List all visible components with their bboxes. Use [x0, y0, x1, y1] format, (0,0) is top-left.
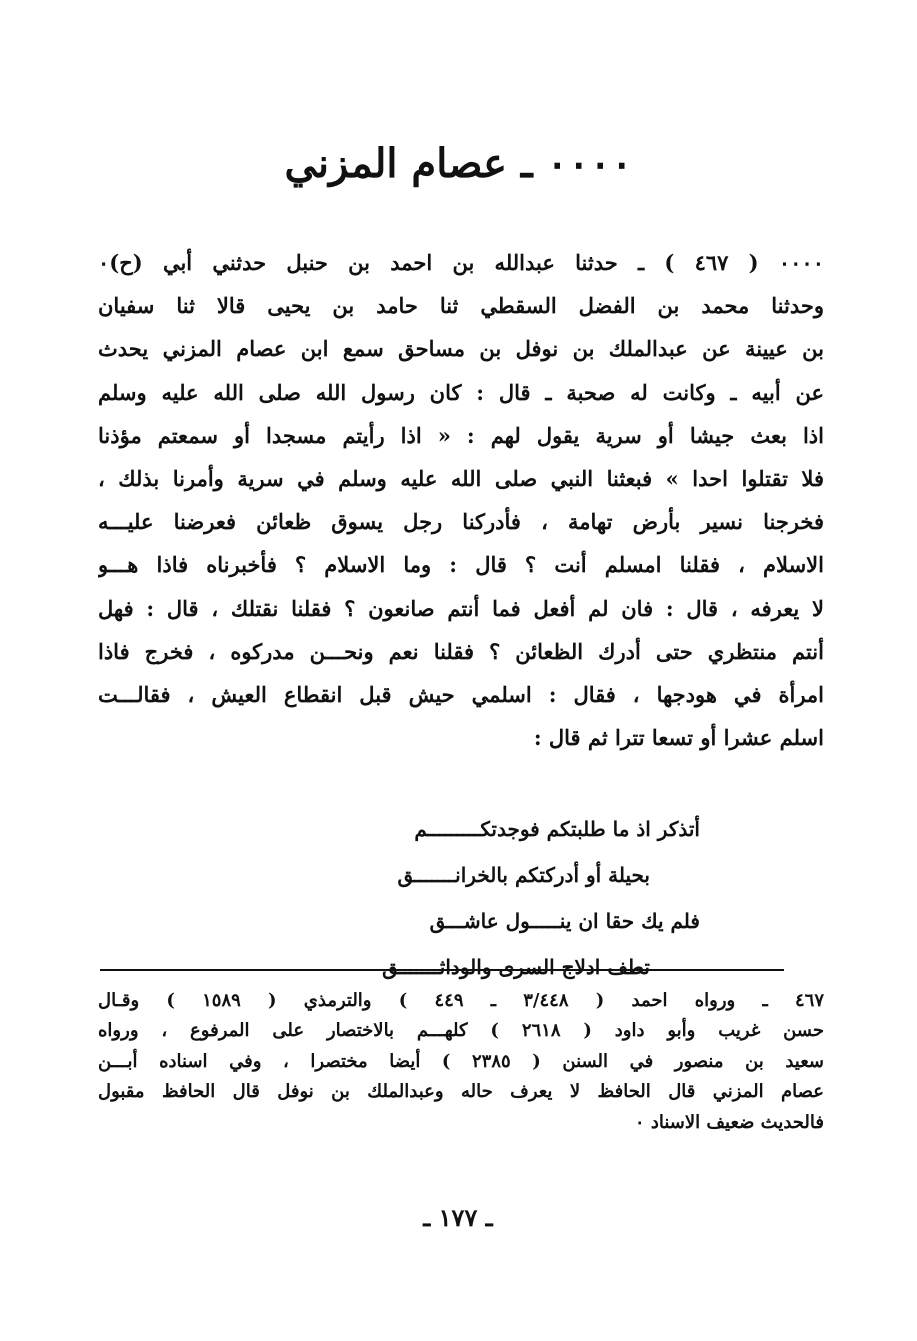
text-line: وحدثنا محمد بن الفضل السقطي ثنا حامد بن يحيى قالا ثنا سفيان: [98, 293, 824, 319]
poem-verse: بحيلة أو أدركتكم بالخرانـــــــق: [397, 863, 650, 887]
text-line: اسلم عشرا أو تسعا تترا ثم قال :: [533, 725, 824, 751]
chapter-title: ٠٠٠٠ ـ عصام المزني: [284, 140, 633, 187]
poem-verse: أتذكر اذ ما طلبتكم فوجدتكـــــــــم: [414, 817, 700, 841]
text-line: فخرجنا نسير بأرض تهامة ، فأدركنا رجل يسوق ظعائن فعرضنا عليـــه: [98, 509, 824, 535]
text-line: لا يعرفه ، قال : فان لم أفعل فما أنتم صانعون ؟ فقلنا نقتلك ، قال : فهل: [98, 595, 824, 621]
footnote-divider: [100, 969, 784, 971]
text-line: عن أبيه ـ وكانت له صحبة ـ قال : كان رسول الله صلى الله عليه وسلم: [98, 379, 824, 405]
text-line: ٠٠٠٠ ( ٤٦٧ ) ـ حدثنا عبدالله بن احمد بن حنبل حدثني أبي (ح)٠: [98, 250, 824, 275]
footnote-line: حسن غريب وأبو داود ( ٢٦١٨ ) كلهـــم بالاختصار على المرفوع ، ورواه: [98, 1020, 824, 1042]
hadith-text: [98, 241, 824, 759]
footnote-line: عصام المزني قال الحافظ لا يعرف حاله وعبدالملك بن نوفل قال الحافظ مقبول: [98, 1081, 824, 1103]
page-number: ـ ١٧٧ ـ: [423, 1203, 493, 1232]
footnote: [98, 986, 824, 1138]
footnote-line: سعيد بن منصور في السنن ( ٢٣٨٥ ) أيضا مختصرا ، وفي اسناده أبـــن: [98, 1050, 824, 1072]
footnote-line: ٤٦٧ ـ ورواه احمد ( ٣/٤٤٨ ـ ٤٤٩ ) والترمذي ( ١٥٨٩ ) وقـال: [98, 990, 824, 1011]
text-line: فلا تقتلوا احدا » فبعثنا النبي صلى الله عليه وسلم في سرية وأمرنا بذلك ،: [98, 465, 824, 491]
text-line: اذا بعث جيشا أو سرية يقول لهم : « اذا رأيتم مسجدا أو سمعتم مؤذنا: [98, 422, 824, 448]
footnote-line: فالحديث ضعيف الاسناد ٠: [634, 1111, 824, 1133]
text-line: أنتم منتظري حتى أدرك الظعائن ؟ فقلنا نعم ونحـــن مدركوه ، فخرج فاذا: [98, 638, 824, 664]
text-line: الاسلام ، فقلنا امسلم أنت ؟ قال : وما الاسلام ؟ فأخبرناه فاذا هـــو: [98, 552, 824, 578]
text-line: بن عيينة عن عبدالملك بن نوفل بن مساحق سمع ابن عصام المزني يحدث: [98, 336, 824, 362]
text-line: امرأة في هودجها ، فقال : اسلمي حيش قبل انقطاع العيش ، فقالـــت: [98, 681, 824, 707]
poem-verse: فلم يك حقا ان ينـــــول عاشـــق: [429, 909, 700, 933]
poem-verses: [180, 806, 700, 990]
poem-verse: تطف ادلاج السرى والوداثـــــــق: [382, 955, 650, 979]
